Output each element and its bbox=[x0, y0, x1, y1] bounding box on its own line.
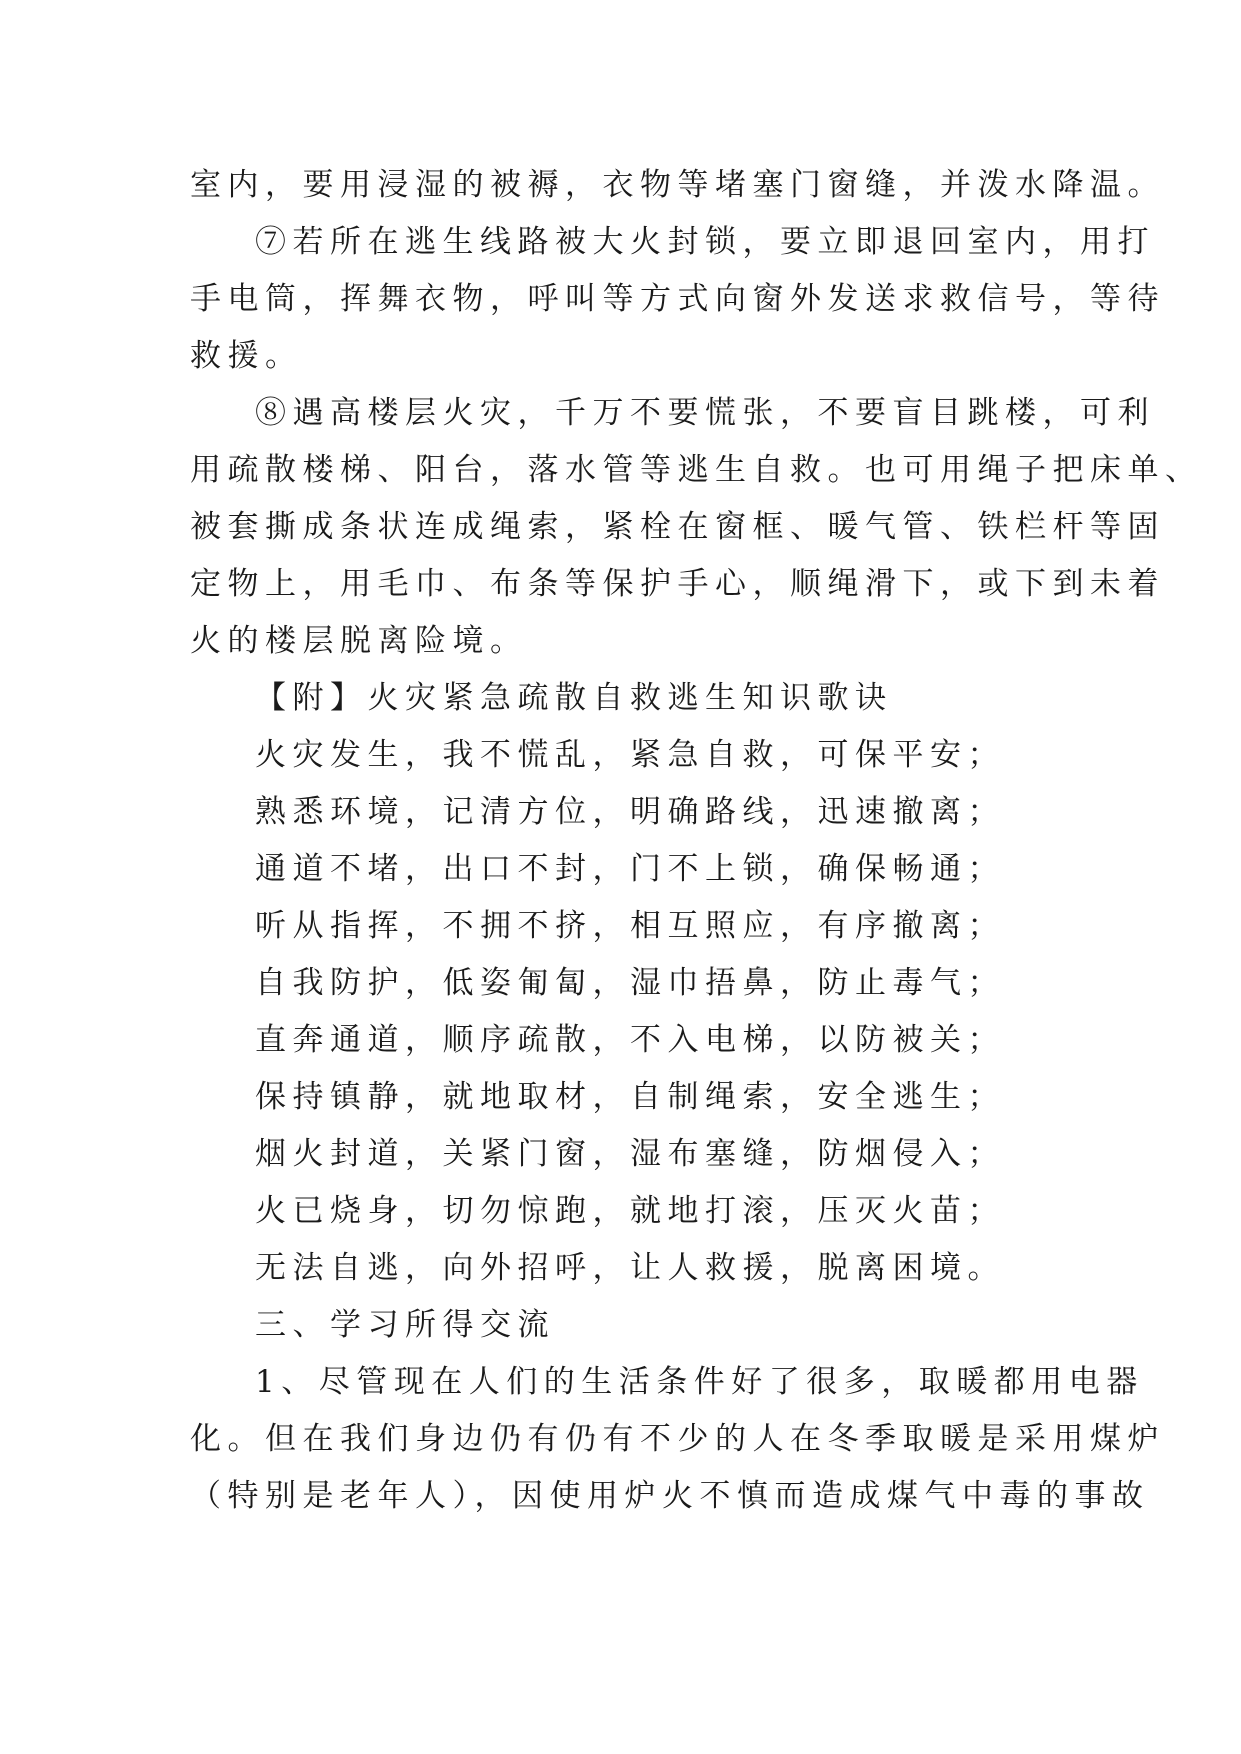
verse-line: 火灾发生，我不慌乱，紧急自救，可保平安； bbox=[255, 737, 1005, 773]
paragraph-line: 1、尽管现在人们的生活条件好了很多，取暖都用电器 bbox=[255, 1364, 1144, 1400]
paragraph-line: 化。但在我们身边仍有仍有不少的人在冬季取暖是采用煤炉 bbox=[190, 1421, 1165, 1457]
paragraph-line: （特别是老年人），因使用炉火不慎而造成煤气中毒的事故 bbox=[190, 1478, 1150, 1514]
section-heading: 三、学习所得交流 bbox=[255, 1307, 555, 1343]
verse-line: 熟悉环境，记清方位，明确路线，迅速撤离； bbox=[255, 794, 1005, 830]
verse-line: 听从指挥，不拥不挤，相互照应，有序撤离； bbox=[255, 908, 1005, 944]
paragraph-line: 室内，要用浸湿的被褥，衣物等堵塞门窗缝，并泼水降温。 bbox=[190, 167, 1165, 203]
paragraph-line: 用疏散楼梯、阳台，落水管等逃生自救。也可用绳子把床单、 bbox=[190, 452, 1203, 488]
paragraph-line: 火的楼层脱离险境。 bbox=[190, 623, 528, 659]
verse-line: 通道不堵，出口不封，门不上锁，确保畅通； bbox=[255, 851, 1005, 887]
verse-line: 火已烧身，切勿惊跑，就地打滚，压灭火苗； bbox=[255, 1193, 1005, 1229]
verse-line: 保持镇静，就地取材，自制绳索，安全逃生； bbox=[255, 1079, 1005, 1115]
verse-line: 烟火封道，关紧门窗，湿布塞缝，防烟侵入； bbox=[255, 1136, 1005, 1172]
paragraph-line: 救援。 bbox=[190, 338, 303, 374]
paragraph-line: ⑦若所在逃生线路被大火封锁，要立即退回室内，用打 bbox=[255, 224, 1155, 260]
section-heading: 【附】火灾紧急疏散自救逃生知识歌诀 bbox=[255, 680, 893, 716]
paragraph-line: 定物上，用毛巾、布条等保护手心，顺绳滑下，或下到未着 bbox=[190, 566, 1165, 602]
verse-line: 直奔通道，顺序疏散，不入电梯，以防被关； bbox=[255, 1022, 1005, 1058]
verse-line: 自我防护，低姿匍匐，湿巾捂鼻，防止毒气； bbox=[255, 965, 1005, 1001]
paragraph-line: 手电筒，挥舞衣物，呼叫等方式向窗外发送求救信号，等待 bbox=[190, 281, 1165, 317]
paragraph-line: ⑧遇高楼层火灾，千万不要慌张，不要盲目跳楼，可利 bbox=[255, 395, 1155, 431]
paragraph-line: 被套撕成条状连成绳索，紧栓在窗框、暖气管、铁栏杆等固 bbox=[190, 509, 1165, 545]
verse-line: 无法自逃，向外招呼，让人救援，脱离困境。 bbox=[255, 1250, 1005, 1286]
